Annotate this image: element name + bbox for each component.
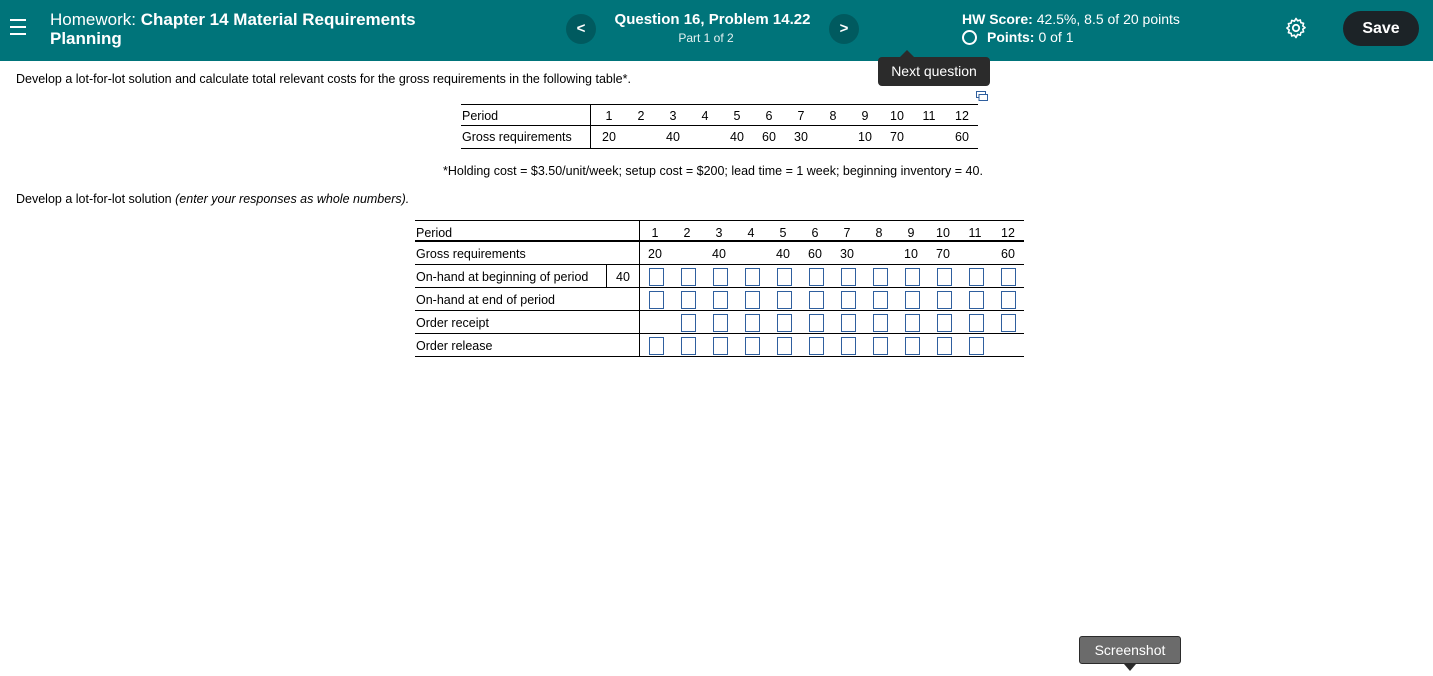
gear-icon[interactable]: [1284, 16, 1308, 40]
onhand-end-input[interactable]: [713, 291, 728, 309]
expand-table-icon[interactable]: [976, 91, 988, 101]
onhand-end-input[interactable]: [937, 291, 952, 309]
onhand-begin-input[interactable]: [905, 268, 920, 286]
gross-cell: 30: [840, 247, 854, 261]
period-cell: 5: [779, 226, 787, 240]
order-receipt-input[interactable]: [873, 314, 888, 332]
question-title: Question 16, Problem 14.22: [614, 11, 811, 28]
onhand-end-input[interactable]: [777, 291, 792, 309]
period-cell: 9: [861, 109, 869, 123]
gross-cell: 40: [666, 130, 680, 144]
order-receipt-input[interactable]: [1001, 314, 1016, 332]
period-cell: 12: [1001, 226, 1015, 240]
instruction-text: Develop a lot-for-lot solution and calculate total relevant costs for the gross requirements in the following table*.: [16, 72, 631, 86]
ans-gross-row: [415, 242, 1024, 265]
order-receipt-input[interactable]: [745, 314, 760, 332]
row-label: Period: [416, 226, 453, 240]
order-receipt-input[interactable]: [937, 314, 952, 332]
onhand-end-input[interactable]: [873, 291, 888, 309]
order-receipt-input[interactable]: [777, 314, 792, 332]
period-cell: 4: [747, 226, 755, 240]
period-cell: 11: [922, 109, 936, 123]
period-cell: 12: [955, 109, 969, 123]
period-cell: 9: [907, 226, 915, 240]
beginning-inventory: 40: [616, 270, 630, 284]
period-cell: 5: [733, 109, 741, 123]
next-question-tooltip: Next question: [878, 57, 990, 86]
given-requirements-table: [461, 104, 978, 149]
homework-title: [50, 10, 470, 48]
order-receipt-input[interactable]: [713, 314, 728, 332]
screenshot-button[interactable]: Screenshot: [1079, 636, 1181, 664]
order-receipt-input[interactable]: [841, 314, 856, 332]
circle-icon: [962, 30, 977, 45]
order-receipt-input[interactable]: [969, 314, 984, 332]
gross-cell: 70: [936, 247, 950, 261]
period-cell: 8: [829, 109, 837, 123]
period-cell: 10: [890, 109, 904, 123]
onhand-begin-input[interactable]: [777, 268, 792, 286]
order-release-input[interactable]: [905, 337, 920, 355]
instruction-text-2: [16, 192, 409, 206]
period-cell: 2: [637, 109, 645, 123]
onhand-begin-input[interactable]: [873, 268, 888, 286]
points: [962, 29, 1073, 45]
row-label: Gross requirements: [462, 130, 572, 144]
row-label: On-hand at beginning of period: [416, 270, 589, 284]
onhand-end-input[interactable]: [649, 291, 664, 309]
order-release-input[interactable]: [873, 337, 888, 355]
order-release-input[interactable]: [969, 337, 984, 355]
gross-cell: 40: [730, 130, 744, 144]
period-cell: 6: [765, 109, 773, 123]
onhand-begin-input[interactable]: [841, 268, 856, 286]
period-cell: 7: [843, 226, 851, 240]
lot-for-lot-answer-table: [415, 220, 1024, 357]
hw-score-label: HW Score:: [962, 11, 1033, 27]
gross-cell: 20: [648, 247, 662, 261]
homework-prefix: Homework:: [50, 10, 136, 29]
period-cell: 8: [875, 226, 883, 240]
period-cell: 1: [651, 226, 659, 240]
homework-name: Chapter 14 Material Requirements Planning: [50, 10, 416, 48]
onhand-begin-input[interactable]: [713, 268, 728, 286]
gross-cell: 30: [794, 130, 808, 144]
ans-onhand-end-row: [415, 288, 1024, 311]
instruction-main: Develop a lot-for-lot solution: [16, 192, 172, 206]
onhand-begin-input[interactable]: [649, 268, 664, 286]
onhand-begin-input[interactable]: [937, 268, 952, 286]
onhand-begin-input[interactable]: [681, 268, 696, 286]
onhand-end-input[interactable]: [745, 291, 760, 309]
gross-cell: 40: [712, 247, 726, 261]
period-cell: 11: [968, 226, 982, 240]
onhand-end-input[interactable]: [809, 291, 824, 309]
order-release-input[interactable]: [841, 337, 856, 355]
order-release-input[interactable]: [777, 337, 792, 355]
period-cell: 1: [605, 109, 613, 123]
onhand-begin-input[interactable]: [745, 268, 760, 286]
hamburger-icon[interactable]: [10, 19, 26, 37]
onhand-end-input[interactable]: [969, 291, 984, 309]
order-release-input[interactable]: [809, 337, 824, 355]
order-release-input[interactable]: [713, 337, 728, 355]
hw-score-value: 42.5%, 8.5 of 20 points: [1036, 11, 1180, 27]
gross-cell: 60: [955, 130, 969, 144]
points-label: Points:: [987, 29, 1035, 45]
period-cell: 10: [936, 226, 950, 240]
period-cell: 3: [669, 109, 677, 123]
question-part: Part 1 of 2: [678, 31, 734, 45]
gross-cell: 60: [808, 247, 822, 261]
ans-order-receipt-row: [415, 311, 1024, 334]
gross-cell: 60: [762, 130, 776, 144]
gross-cell: 10: [858, 130, 872, 144]
period-cell: 3: [715, 226, 723, 240]
ans-onhand-begin-row: [415, 265, 1024, 288]
row-label: Period: [462, 109, 499, 123]
order-receipt-input[interactable]: [809, 314, 824, 332]
order-release-input[interactable]: [649, 337, 664, 355]
onhand-end-input[interactable]: [681, 291, 696, 309]
onhand-end-input[interactable]: [841, 291, 856, 309]
onhand-begin-input[interactable]: [969, 268, 984, 286]
gross-cell: 60: [1001, 247, 1015, 261]
gross-cell: 70: [890, 130, 904, 144]
row-label: Gross requirements: [416, 247, 526, 261]
order-release-input[interactable]: [937, 337, 952, 355]
onhand-end-input[interactable]: [905, 291, 920, 309]
onhand-end-input[interactable]: [1001, 291, 1016, 309]
period-cell: 2: [683, 226, 691, 240]
onhand-begin-input[interactable]: [809, 268, 824, 286]
gross-cell: 40: [776, 247, 790, 261]
points-value: 0 of 1: [1038, 29, 1074, 45]
row-label: On-hand at end of period: [416, 293, 555, 307]
hw-score: [962, 11, 1180, 27]
row-label: Order release: [416, 339, 493, 353]
given-period-row: [461, 104, 978, 126]
onhand-begin-input[interactable]: [1001, 268, 1016, 286]
order-receipt-input[interactable]: [905, 314, 920, 332]
period-cell: 6: [811, 226, 819, 240]
ans-period-row: [415, 220, 1024, 242]
order-release-input[interactable]: [681, 337, 696, 355]
order-receipt-input[interactable]: [681, 314, 696, 332]
order-release-input[interactable]: [745, 337, 760, 355]
row-label: Order receipt: [416, 316, 489, 330]
gross-cell: 10: [904, 247, 918, 261]
given-gross-row: [461, 126, 978, 149]
gross-cell: 20: [602, 130, 616, 144]
instruction-italic: (enter your responses as whole numbers).: [175, 192, 410, 206]
top-bar: [0, 0, 1433, 61]
period-cell: 4: [701, 109, 709, 123]
period-cell: 7: [797, 109, 805, 123]
save-button[interactable]: Save: [1343, 11, 1419, 46]
next-question-button[interactable]: >: [829, 14, 859, 44]
ans-order-release-row: [415, 334, 1024, 357]
cost-note: *Holding cost = $3.50/unit/week; setup cost = $200; lead time = 1 week; beginning inventory = 40.: [443, 164, 983, 178]
prev-question-button[interactable]: <: [566, 14, 596, 44]
